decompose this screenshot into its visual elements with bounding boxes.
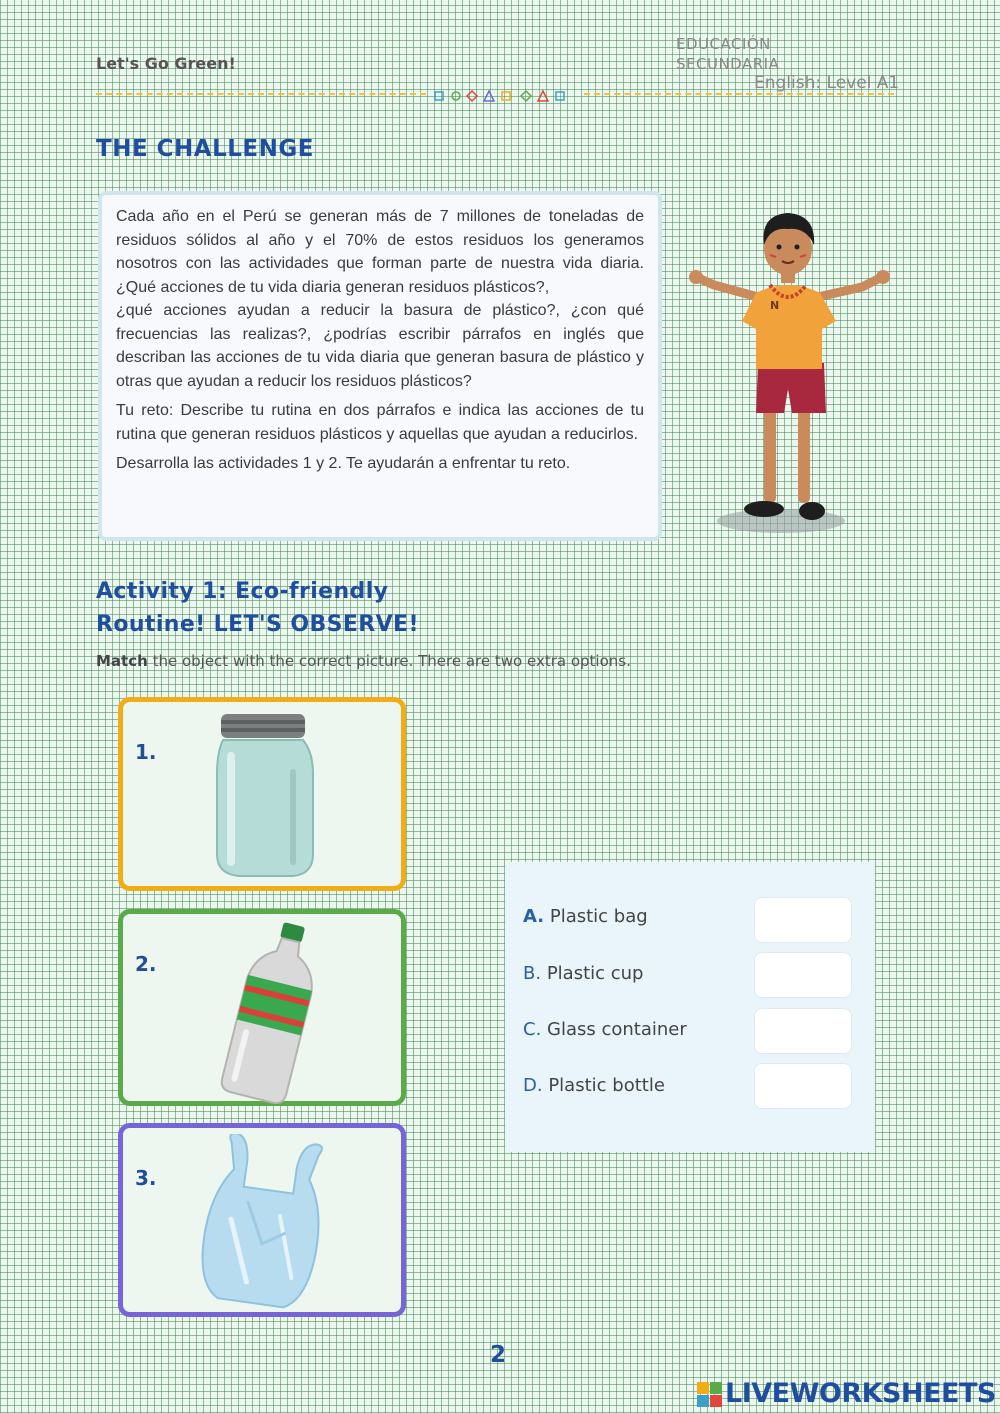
header-divider-right: [584, 93, 894, 103]
challenge-box: [98, 191, 662, 541]
picture-card-3: [118, 1123, 406, 1317]
option-d: [523, 1075, 665, 1096]
challenge-paragraph-4: Desarrolla las actividades 1 y 2. Te ayudarán a enfrentar tu reto.: [116, 455, 571, 472]
svg-text:N: N: [770, 299, 780, 312]
page-number: 2: [490, 1342, 507, 1368]
activity-instruction: [96, 651, 656, 671]
option-text: Plastic cup: [546, 963, 644, 984]
option-text: Plastic bag: [549, 906, 648, 927]
boy-illustration-icon: [686, 205, 896, 535]
options-panel: [505, 862, 875, 1152]
card-number: 1.: [135, 740, 157, 764]
plastic-bag-icon: [195, 1134, 335, 1310]
activity-title: [96, 575, 419, 641]
challenge-paragraph-2: ¿qué acciones ayudan a reducir la basura de plástico?, ¿con qué frecuencias las realizas?, ¿podrías escribir párrafos en inglés que describan las acciones de tu vida diaria que generan basura de plástico y otras que ayudan a reducir los residuos plásticos?: [116, 302, 644, 390]
option-letter: B.: [523, 963, 542, 984]
instruction-text: the object with the correct picture. There are two extra options.: [147, 652, 631, 670]
education-line-2: SECUNDARIA: [676, 55, 780, 73]
answer-box-b[interactable]: [754, 952, 852, 998]
picture-card-1: [118, 697, 406, 891]
english-level: English: Level A1: [754, 73, 900, 93]
plastic-bottle-icon: [218, 918, 328, 1104]
option-text: Glass container: [547, 1019, 687, 1040]
challenge-title: THE CHALLENGE: [96, 136, 314, 162]
challenge-paragraph-1: Cada año en el Perú se generan más de 7 millones de toneladas de residuos sólidos al año y el 70% de estos residuos los generamos nosotros con las actividades que forman parte de nuestra vida diaria. ¿Qué acciones de tu vida diaria generan residuos plásticos?,: [116, 208, 644, 296]
education-level: [676, 34, 779, 74]
header-title: Let's Go Green!: [96, 54, 236, 73]
option-letter: D.: [523, 1075, 543, 1096]
option-a: [523, 906, 648, 927]
liveworksheets-brand: LIVEWORKSHEETS: [725, 1378, 996, 1409]
decorative-shapes-icon: [434, 89, 574, 103]
option-letter: C.: [523, 1019, 542, 1040]
header-divider-left: [96, 93, 426, 103]
picture-card-2: [118, 909, 406, 1106]
option-b: [523, 963, 643, 984]
answer-box-a[interactable]: [754, 897, 852, 943]
activity-title-line-1: Activity 1: Eco-friendly: [96, 579, 389, 604]
challenge-paragraph-3: Tu reto: Describe tu rutina en dos párrafos e indica las acciones de tu rutina que generan residuos plásticos y aquellas que ayudan a reducirlos.: [116, 402, 644, 443]
liveworksheets-logo-icon: [697, 1380, 723, 1410]
option-letter: A.: [523, 906, 545, 927]
instruction-bold: Match: [96, 652, 148, 670]
answer-box-c[interactable]: [754, 1008, 852, 1054]
glass-jar-icon: [213, 712, 323, 880]
education-line-1: EDUCACIÓN: [676, 35, 771, 53]
answer-box-d[interactable]: [754, 1063, 852, 1109]
option-text: Plastic bottle: [548, 1075, 665, 1096]
card-number: 3.: [135, 1166, 157, 1190]
activity-title-line-2: Routine! LET'S OBSERVE!: [96, 612, 419, 637]
option-c: [523, 1019, 687, 1040]
card-number: 2.: [135, 952, 157, 976]
